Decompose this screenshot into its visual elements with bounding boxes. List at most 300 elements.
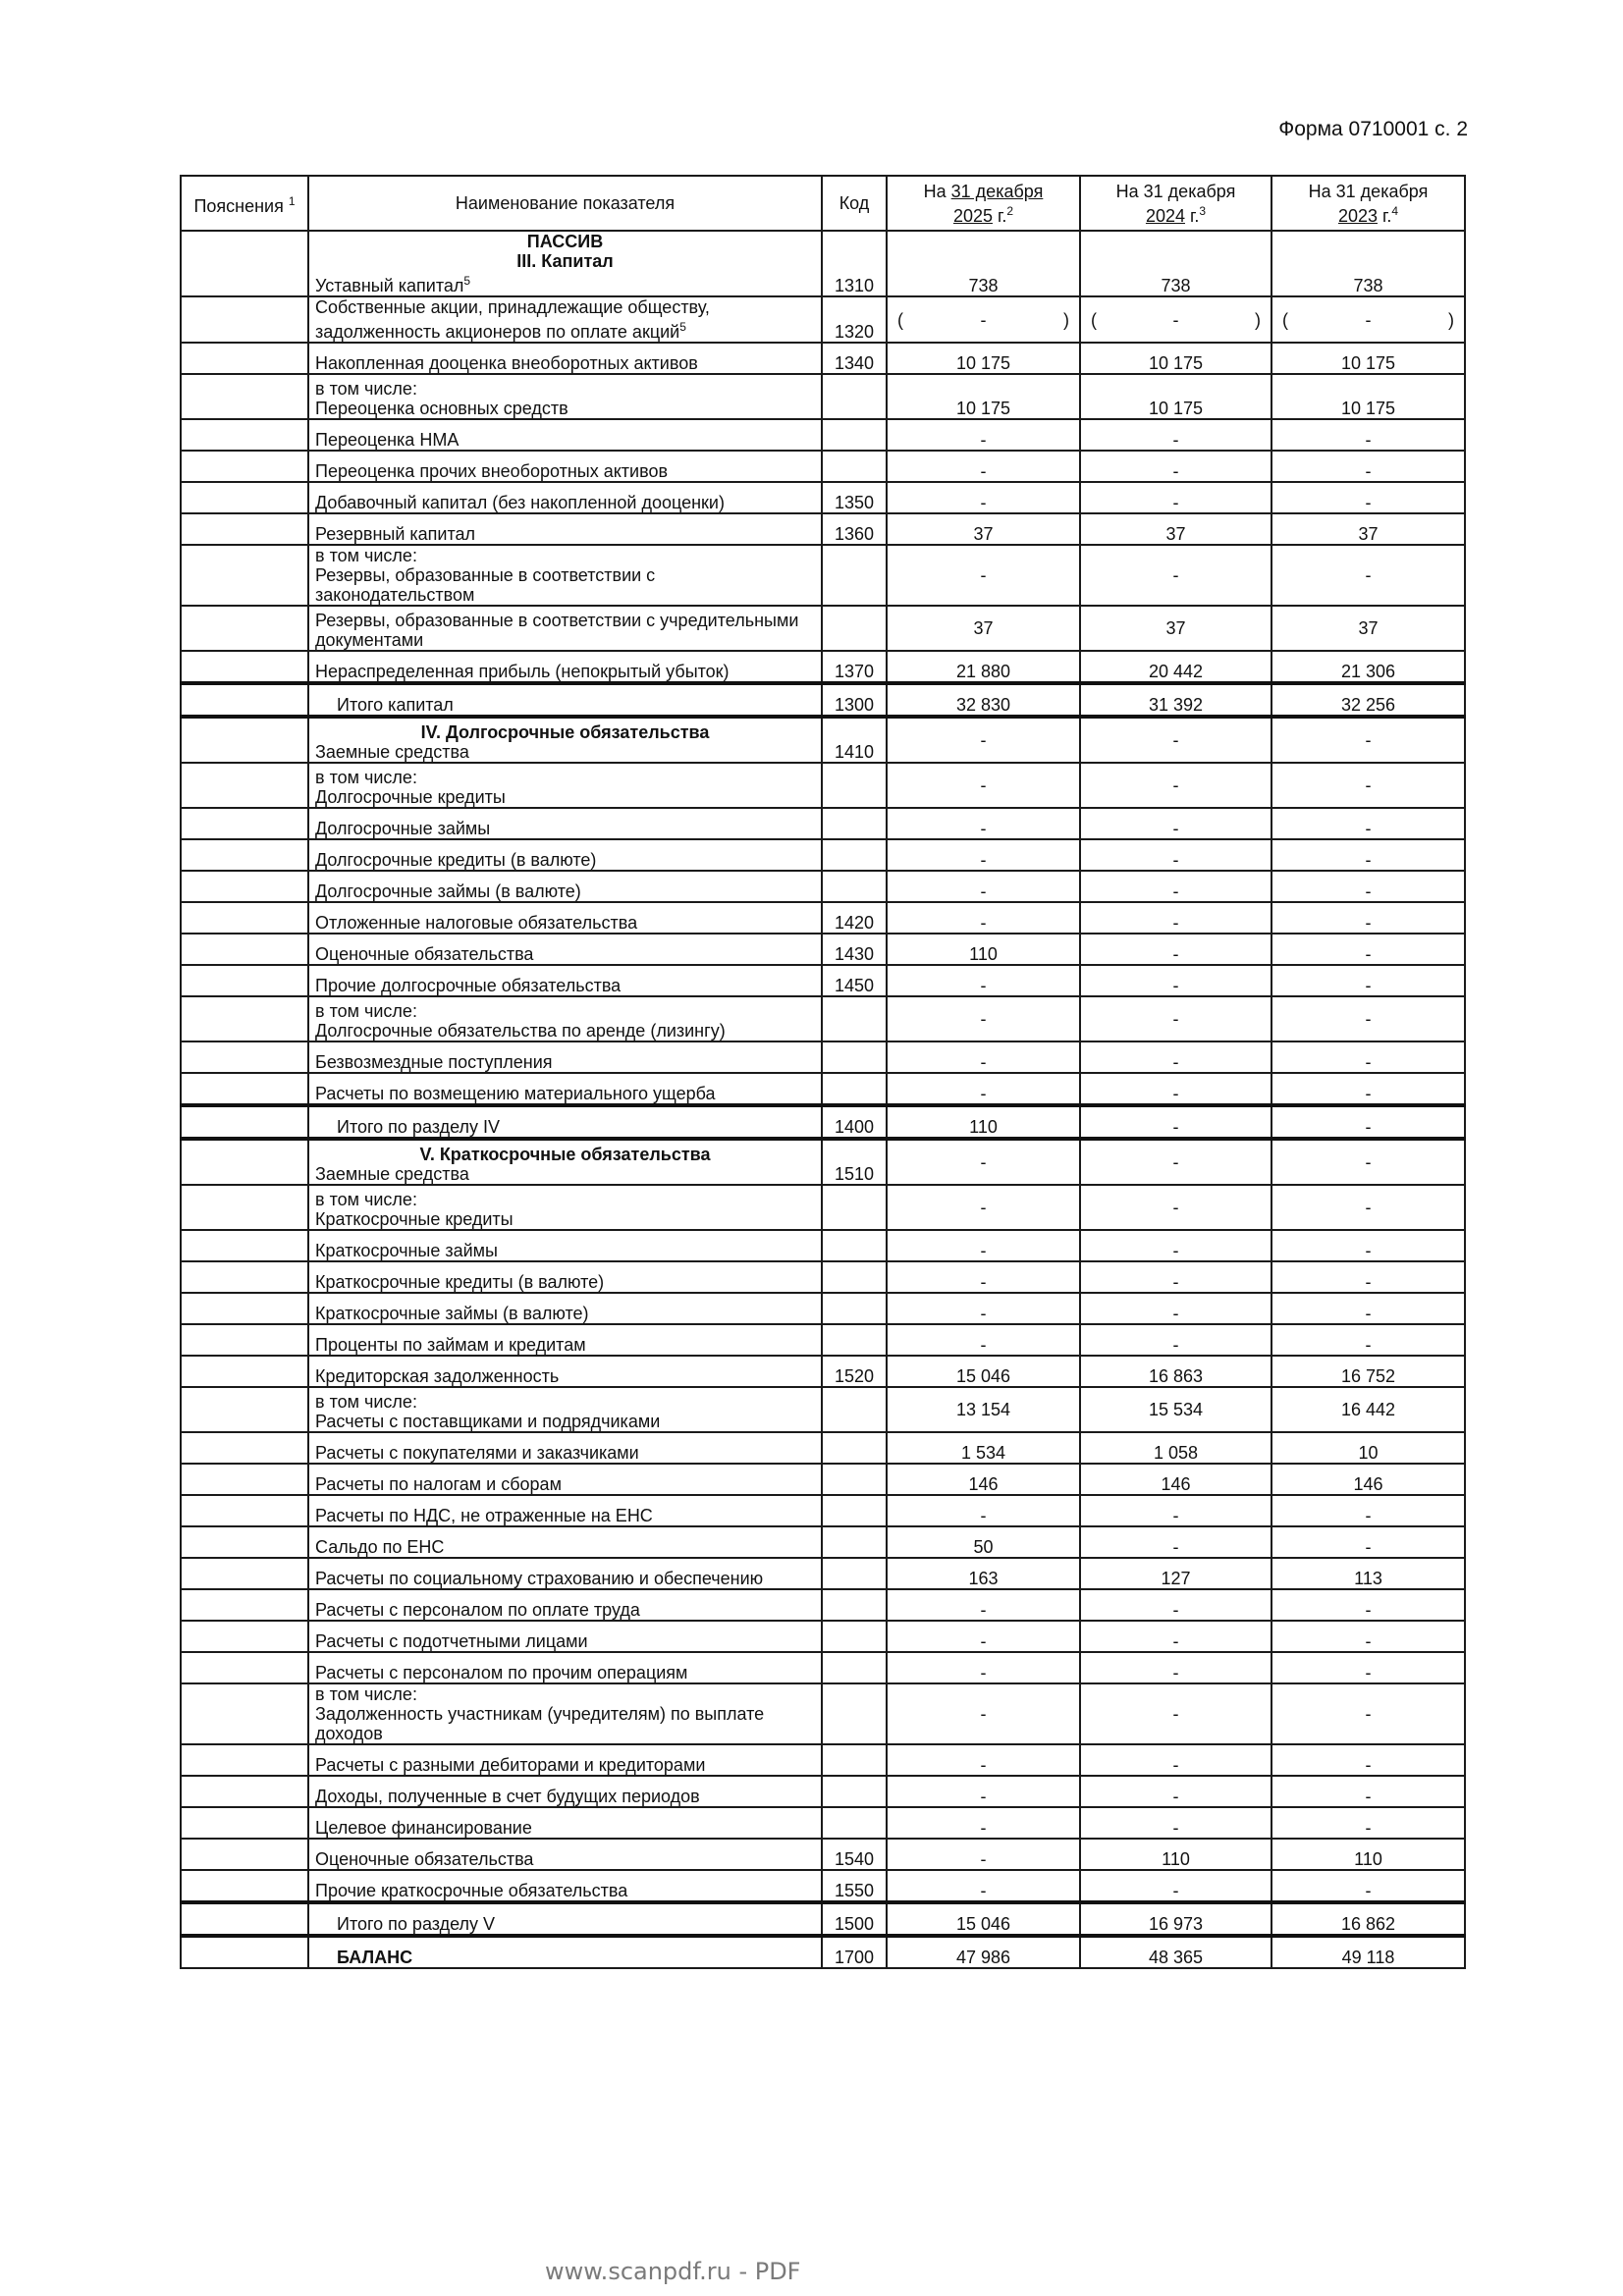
notes-cell [181,1744,308,1776]
table-row [181,1432,1465,1464]
indicator-name: Нераспределенная прибыль (непокрытый убыток) [315,662,730,681]
table-row [181,231,1465,296]
line-code-cell [822,1261,887,1293]
line-code-cell [822,1432,887,1464]
value-cell-2024: - [1080,451,1271,482]
indicator-name-cell [308,1870,822,1902]
notes-cell [181,1839,308,1870]
value-cell-2024: - [1080,1589,1271,1621]
indicator-name: Долгосрочные займы [315,819,491,838]
indicator-name: Задолженность участникам (учредителям) по выплате доходов [315,1704,765,1743]
line-code-cell [822,1073,887,1105]
line-code-cell: 1430 [822,934,887,965]
value-cell-2023: - [1271,717,1465,763]
line-code-cell [822,1185,887,1230]
notes-cell [181,1621,308,1652]
including-label: в том числе: [315,1392,417,1412]
value-cell-2025: - [887,1683,1080,1744]
indicator-name-cell [308,1139,822,1185]
value-cell-2023: - [1271,1293,1465,1324]
table-row [181,934,1465,965]
indicator-name: Сальдо по ЕНС [315,1537,445,1557]
table-row [181,1185,1465,1230]
table-row [181,451,1465,482]
line-code-cell: 1340 [822,343,887,374]
table-row [181,1324,1465,1356]
value-cell-2023: - [1271,808,1465,839]
indicator-name: БАЛАНС [337,1948,413,1967]
table-row [181,1744,1465,1776]
indicator-name: Переоценка НМА [315,430,460,450]
indicator-name: Итого по разделу V [337,1914,496,1934]
indicator-name: Отложенные налоговые обязательства [315,913,638,933]
value-cell-2024: - [1080,419,1271,451]
table-row [181,1105,1465,1139]
notes-cell [181,545,308,606]
indicator-name: Переоценка прочих внеоборотных активов [315,461,669,481]
value-cell-2024: - [1080,1185,1271,1230]
value-cell-2023: - [1271,871,1465,902]
value-cell-2025: - [887,1230,1080,1261]
value-cell-2023: - [1271,1230,1465,1261]
value-cell-2023: - [1271,1105,1465,1139]
including-label: в том числе: [315,1001,417,1021]
value-cell-2024: - [1080,1621,1271,1652]
indicator-name-cell [308,419,822,451]
table-header-row [181,176,1465,231]
value-cell-2023: 16 862 [1271,1902,1465,1936]
line-code-cell: 1450 [822,965,887,996]
notes-cell [181,1495,308,1526]
value-cell-2023: - [1271,996,1465,1041]
value-cell-2024: - [1080,1261,1271,1293]
value-cell-2023: 49 118 [1271,1936,1465,1968]
indicator-name: Заемные средства [315,1164,469,1184]
indicator-name: Расчеты с персоналом по оплате труда [315,1600,640,1620]
value-cell-2024: 738 [1080,231,1271,296]
close-paren: ) [1063,309,1069,330]
notes-cell [181,1683,308,1744]
value-cell-2025: 110 [887,934,1080,965]
line-code-cell [822,1324,887,1356]
line-code-cell: 1320 [822,296,887,343]
table-row [181,606,1465,651]
indicator-name-cell [308,1261,822,1293]
table-row [181,513,1465,545]
line-code-cell: 1540 [822,1839,887,1870]
value-cell-2023: - [1271,1683,1465,1744]
notes-cell [181,1870,308,1902]
value-cell-2023: - [1271,1139,1465,1185]
table-row [181,839,1465,871]
value-cell-2023: 37 [1271,513,1465,545]
value-cell-2025: - [887,545,1080,606]
indicator-name: Долгосрочные обязательства по аренде (лизингу) [315,1021,726,1041]
value-cell-2023: 110 [1271,1839,1465,1870]
line-code-cell [822,1621,887,1652]
value-cell-2023: - [1271,1807,1465,1839]
value-cell-2025: - [887,1185,1080,1230]
value-cell-2024: 15 534 [1080,1387,1271,1432]
line-code-cell [822,1387,887,1432]
line-code-cell [822,419,887,451]
value-cell-2023: 146 [1271,1464,1465,1495]
value-cell-2025: - [887,808,1080,839]
table-row [181,965,1465,996]
notes-cell [181,1776,308,1807]
indicator-name: Доходы, полученные в счет будущих периодов [315,1787,700,1806]
indicator-name-cell [308,996,822,1041]
value-cell-2024: - [1080,1526,1271,1558]
table-row [181,808,1465,839]
indicator-name-cell [308,871,822,902]
indicator-name: Кредиторская задолженность [315,1366,560,1386]
table-row [181,717,1465,763]
notes-cell [181,482,308,513]
section-heading: V. Краткосрочные обязательства [419,1145,711,1164]
notes-cell [181,1293,308,1324]
table-row [181,1041,1465,1073]
notes-cell [181,839,308,871]
indicator-name: Краткосрочные займы [315,1241,498,1260]
indicator-name: Накопленная дооценка внеоборотных активов [315,353,698,373]
value-cell-2024: - [1080,1776,1271,1807]
line-code-cell [822,1230,887,1261]
notes-cell [181,683,308,717]
line-code-cell: 1310 [822,231,887,296]
close-paren: ) [1255,309,1261,330]
value-cell-2025: - [887,1041,1080,1073]
value-cell-2025: 15 046 [887,1356,1080,1387]
header-period-2024: На 31 декабря 2024 г.$^3$ [1080,176,1271,231]
indicator-name: Итого капитал [337,695,454,715]
value-cell-2024: - [1080,902,1271,934]
indicator-name-cell [308,1652,822,1683]
line-code-cell [822,1526,887,1558]
notes-cell [181,763,308,808]
notes-cell [181,1589,308,1621]
value-cell-2025: - [887,451,1080,482]
value-cell-2023: 37 [1271,606,1465,651]
value-cell-2024: - [1080,1139,1271,1185]
balance-sheet-liabilities-table [180,175,1466,1969]
value-cell-2025: - [887,1744,1080,1776]
table-row [181,1936,1465,1968]
indicator-name: Итого по разделу IV [337,1117,501,1137]
table-row [181,343,1465,374]
indicator-name: Расчеты по социальному страхованию и обеспечению [315,1569,764,1588]
indicator-name-cell [308,1495,822,1526]
value-cell-2023: 16 442 [1271,1387,1465,1432]
including-label: в том числе: [315,1190,417,1209]
notes-cell [181,934,308,965]
table-row [181,902,1465,934]
value-cell-2023: 10 175 [1271,343,1465,374]
value-cell-2024: 1 058 [1080,1432,1271,1464]
line-code-cell [822,1744,887,1776]
value-cell-2023: - [1271,965,1465,996]
value-cell-2025: - [887,482,1080,513]
value-cell-2024: - [1080,871,1271,902]
table-row [181,545,1465,606]
line-code-cell [822,1464,887,1495]
including-label: в том числе: [315,379,417,399]
value-cell-2025: - [887,1324,1080,1356]
indicator-name: Краткосрочные займы (в валюте) [315,1304,589,1323]
notes-cell [181,1261,308,1293]
indicator-name-cell [308,513,822,545]
value-cell-2024: - [1080,1230,1271,1261]
value-cell-2023: 16 752 [1271,1356,1465,1387]
value-cell-2023: 113 [1271,1558,1465,1589]
value-cell-2024: - [1080,1807,1271,1839]
indicator-name-cell [308,1621,822,1652]
value-cell-2023: - [1271,1495,1465,1526]
value-cell-2023: - [1271,1652,1465,1683]
line-code-cell: 1500 [822,1902,887,1936]
notes-cell [181,1356,308,1387]
indicator-name: Расчеты с покупателями и заказчиками [315,1443,639,1463]
indicator-name-cell [308,1230,822,1261]
value-cell-2023: - [1271,1526,1465,1558]
value-cell-2023: - [1271,1185,1465,1230]
value-cell-2023: - [1271,1041,1465,1073]
header-notes: Пояснения $^1$ [181,176,308,231]
indicator-name-cell [308,1387,822,1432]
table-row [181,1558,1465,1589]
indicator-name: Резервы, образованные в соответствии с законодательством [315,565,656,605]
header-code: Код [822,176,887,231]
value-cell-2025: 37 [887,606,1080,651]
value-cell-2025: - [887,1261,1080,1293]
including-label: в том числе: [315,768,417,787]
value-cell-2025: 10 175 [887,343,1080,374]
value-cell-2023: - [1271,1870,1465,1902]
table-row [181,1261,1465,1293]
open-paren: ( [1282,309,1288,330]
indicator-name: Оценочные обязательства [315,1849,534,1869]
value-cell-2025: - [887,902,1080,934]
table-row [181,419,1465,451]
value-cell-2025: - [887,419,1080,451]
value-cell-2025: 163 [887,1558,1080,1589]
notes-cell [181,965,308,996]
table-row [181,1683,1465,1744]
indicator-name: Резервный капитал [315,524,476,544]
value-cell-2024: - [1080,839,1271,871]
value-cell-2023: - [1271,934,1465,965]
notes-cell [181,871,308,902]
indicator-name: Прочие краткосрочные обязательства [315,1881,628,1900]
line-code-cell [822,1293,887,1324]
line-code-cell [822,1041,887,1073]
value: - [1365,309,1372,330]
value-cell-2023: - [1271,1261,1465,1293]
indicator-name-cell [308,934,822,965]
table-row [181,296,1465,343]
notes-cell [181,1041,308,1073]
value-cell-2024: 127 [1080,1558,1271,1589]
indicator-name-cell [308,902,822,934]
table-row [181,1387,1465,1432]
indicator-name-cell [308,717,822,763]
value-cell-2023: 738 [1271,231,1465,296]
value-cell-2025: 1 534 [887,1432,1080,1464]
value-cell-2023: - [1271,1073,1465,1105]
indicator-name-cell [308,606,822,651]
indicator-name-cell [308,545,822,606]
value-cell-2023: - [1271,419,1465,451]
indicator-name: Расчеты с персоналом по прочим операциям [315,1663,688,1682]
value-cell-2024: 110 [1080,1839,1271,1870]
line-code-cell [822,1776,887,1807]
table-row [181,1807,1465,1839]
notes-cell [181,1432,308,1464]
value-cell-2025: - [887,1776,1080,1807]
notes-cell [181,1230,308,1261]
indicator-name: Безвозмездные поступления [315,1052,553,1072]
value-cell-2024: 31 392 [1080,683,1271,717]
value-cell-2024: - [1080,934,1271,965]
value-cell-2024: - [1080,545,1271,606]
indicator-name-cell [308,1432,822,1464]
indicator-name: Добавочный капитал (без накопленной дооценки) [315,493,725,512]
value-cell-2024: - [1080,808,1271,839]
table-row [181,1495,1465,1526]
value-cell-2025: - [887,1621,1080,1652]
value-cell-2025: 13 154 [887,1387,1080,1432]
value-cell-2023: - [1271,545,1465,606]
value-cell-2023: - [1271,1589,1465,1621]
indicator-name: Прочие долгосрочные обязательства [315,976,622,995]
notes-cell [181,296,308,343]
value-cell-2023: 10 [1271,1432,1465,1464]
indicator-name: Расчеты с поставщиками и подрядчиками [315,1412,661,1431]
indicator-name: Переоценка основных средств [315,399,568,418]
line-code-cell: 1360 [822,513,887,545]
value-cell-2025: - [887,871,1080,902]
value-cell-2024: - [1080,482,1271,513]
value-cell-2024: - [1080,763,1271,808]
indicator-name-cell [308,808,822,839]
notes-cell [181,808,308,839]
value-cell-2025: - [887,839,1080,871]
table-row [181,1621,1465,1652]
indicator-name-cell [308,1356,822,1387]
value-cell-2023: - [1271,1776,1465,1807]
footnote-ref: 5 [679,320,686,334]
value-cell-2025: 146 [887,1464,1080,1495]
notes-cell [181,231,308,296]
table-row [181,482,1465,513]
indicator-name-cell [308,343,822,374]
value-cell-2024: - [1080,1105,1271,1139]
value-cell-2024: 37 [1080,606,1271,651]
table-row [181,1356,1465,1387]
line-code-cell [822,871,887,902]
indicator-name: Долгосрочные кредиты (в валюте) [315,850,597,870]
value-cell-2025: - [887,996,1080,1041]
value-cell-2024: 16 973 [1080,1902,1271,1936]
notes-cell [181,1558,308,1589]
indicator-name-cell [308,1293,822,1324]
value-cell-2024: 16 863 [1080,1356,1271,1387]
value-cell-2025: 21 880 [887,651,1080,683]
indicator-name: Краткосрочные кредиты (в валюте) [315,1272,605,1292]
table-row [181,683,1465,717]
indicator-name: Долгосрочные займы (в валюте) [315,881,581,901]
indicator-name: Расчеты по возмещению материального ущерба [315,1084,716,1103]
line-code-cell: 1400 [822,1105,887,1139]
line-code-cell [822,808,887,839]
indicator-name: задолженность акционеров по оплате акций [315,322,680,342]
line-code-cell: 1550 [822,1870,887,1902]
value-cell-2023 [1271,296,1465,343]
indicator-name-cell [308,651,822,683]
open-paren: ( [897,309,903,330]
value-cell-2025: 32 830 [887,683,1080,717]
line-code-cell: 1410 [822,717,887,763]
open-paren: ( [1091,309,1097,330]
value-cell-2024: - [1080,1495,1271,1526]
notes-cell [181,1185,308,1230]
value-cell-2024: - [1080,1652,1271,1683]
notes-cell [181,1324,308,1356]
indicator-name: Долгосрочные кредиты [315,787,506,807]
value-cell-2024: - [1080,1073,1271,1105]
line-code-cell: 1350 [822,482,887,513]
value-cell-2024: 48 365 [1080,1936,1271,1968]
indicator-name-cell [308,1185,822,1230]
indicator-name: Расчеты с подотчетными лицами [315,1631,588,1651]
indicator-name-cell [308,839,822,871]
line-code-cell: 1520 [822,1356,887,1387]
indicator-name-cell [308,965,822,996]
including-label: в том числе: [315,546,417,565]
indicator-name: Проценты по займам и кредитам [315,1335,586,1355]
line-code-cell: 1510 [822,1139,887,1185]
value-cell-2024: - [1080,1683,1271,1744]
notes-cell [181,1807,308,1839]
value-cell-2023: 32 256 [1271,683,1465,717]
notes-cell [181,1902,308,1936]
indicator-name-cell [308,231,822,296]
indicator-name-cell [308,683,822,717]
line-code-cell: 1370 [822,651,887,683]
indicator-name-cell [308,1807,822,1839]
section-heading: III. Капитал [516,251,614,271]
value-cell-2023: - [1271,763,1465,808]
table-row [181,651,1465,683]
line-code-cell: 1700 [822,1936,887,1968]
value-cell-2025: - [887,1807,1080,1839]
indicator-name-cell [308,1105,822,1139]
including-label: в том числе: [315,1684,417,1704]
value-cell-2023: - [1271,902,1465,934]
value-cell-2025: 50 [887,1526,1080,1558]
notes-cell [181,1073,308,1105]
value-cell-2024: - [1080,1870,1271,1902]
value-cell-2025: 110 [887,1105,1080,1139]
value-cell-2023: 10 175 [1271,374,1465,419]
indicator-name-cell [308,1902,822,1936]
line-code-cell [822,374,887,419]
line-code-cell: 1300 [822,683,887,717]
value-cell-2025: 738 [887,231,1080,296]
value-cell-2024: 10 175 [1080,343,1271,374]
indicator-name: Резервы, образованные в соответствии с учредительными документами [315,611,799,650]
indicator-name: Уставный капитал [315,276,464,295]
